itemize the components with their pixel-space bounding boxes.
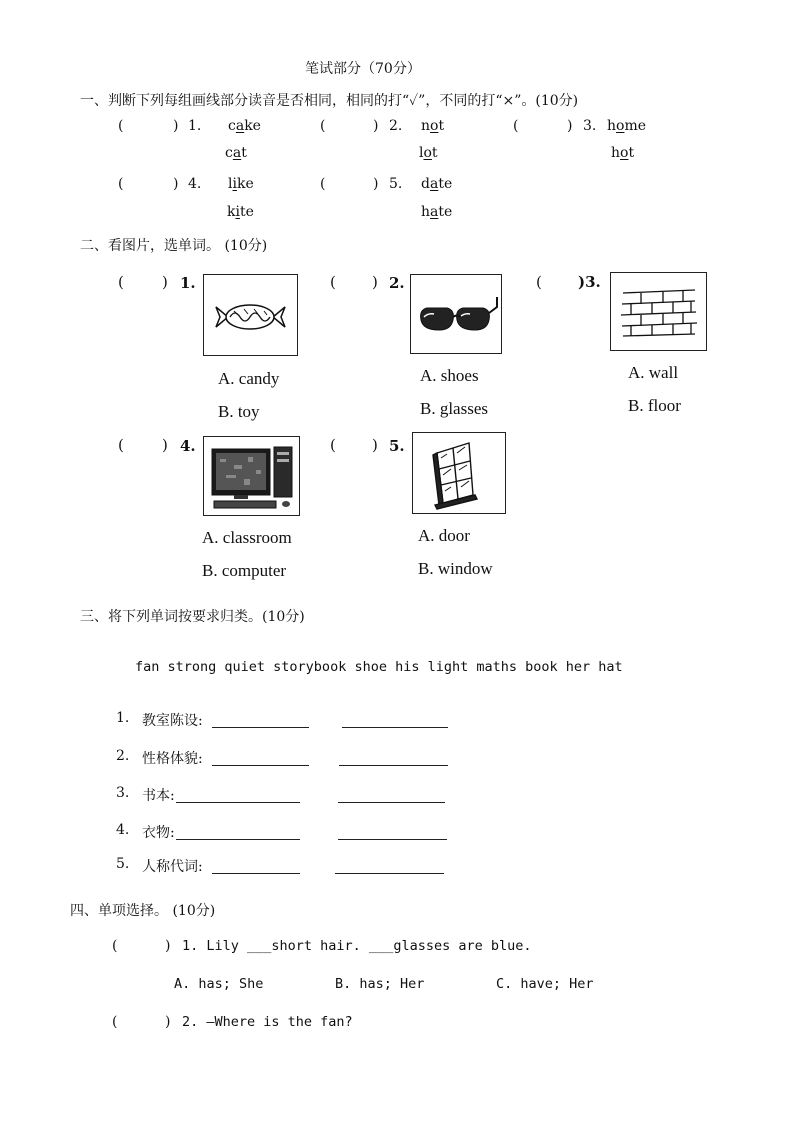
answer-blank[interactable]	[212, 727, 309, 728]
answer-blank[interactable]	[339, 765, 448, 766]
option-a: A. door	[418, 526, 470, 545]
word-lot: lot	[419, 145, 438, 161]
category-label: 人称代词:	[142, 859, 203, 875]
answer-paren-open: (	[320, 176, 326, 192]
word-hate: hate	[421, 204, 453, 220]
answer-paren-close: )	[373, 176, 379, 192]
item-number: 3.	[583, 118, 597, 134]
answer-paren-open: (	[118, 118, 124, 134]
window-picture	[412, 432, 506, 514]
answer-blank[interactable]	[212, 765, 309, 766]
item-number: 2.	[389, 118, 403, 134]
answer-paren-close: )	[373, 118, 379, 134]
choice-a: A. has; She	[174, 976, 264, 992]
option-a: A. wall	[628, 363, 679, 382]
section-2-heading: 二、看图片，选单词。 (10分)	[80, 238, 268, 254]
glasses-picture	[410, 274, 502, 354]
answer-paren-close: )	[162, 436, 168, 454]
item-number: 1.	[180, 274, 196, 292]
answer-paren-close: )	[372, 436, 378, 454]
option-b: B. toy	[218, 402, 260, 421]
answer-paren-close: )	[173, 176, 179, 192]
answer-paren-open: (	[118, 273, 124, 291]
category-label: 书本:	[142, 788, 175, 804]
answer-blank[interactable]	[342, 727, 448, 728]
answer-paren-close: )	[165, 938, 171, 954]
page-title: 笔试部分（70分）	[305, 61, 421, 77]
section-3-heading: 三、将下列单词按要求归类。(10分)	[80, 609, 305, 625]
option-a: A. classroom	[202, 528, 292, 547]
item-number: 5.	[389, 437, 405, 455]
answer-paren-close: )	[567, 118, 573, 134]
answer-blank[interactable]	[212, 873, 300, 874]
item-number: 1.	[188, 118, 202, 134]
answer-paren-open: (	[330, 273, 336, 291]
item-number: )3.	[578, 273, 601, 291]
answer-paren-open: (	[330, 436, 336, 454]
word-bank: fan strong quiet storybook shoe his light maths book her hat	[135, 659, 623, 675]
choice-c: C. have; Her	[496, 976, 594, 992]
word-date: date	[421, 176, 453, 192]
word-home: home	[607, 118, 647, 134]
word-hot: hot	[611, 145, 635, 161]
item-number: 4.	[116, 822, 130, 838]
word-like: like	[228, 176, 254, 192]
answer-paren-close: )	[165, 1014, 171, 1030]
answer-paren-open: (	[118, 436, 124, 454]
item-number: 3.	[116, 785, 130, 801]
item-number: 1.	[116, 710, 130, 726]
candy-picture	[203, 274, 298, 356]
item-number: 5.	[116, 856, 130, 872]
answer-paren-close: )	[162, 273, 168, 291]
answer-paren-open: (	[112, 938, 118, 954]
item-number: 2.	[389, 274, 405, 292]
answer-paren-open: (	[118, 176, 124, 192]
item-number: 2.	[116, 748, 130, 764]
section-1-heading: 一、判断下列每组画线部分读音是否相同，相同的打“✓”，不同的打“×”。(10分)	[80, 93, 579, 109]
word-cat: cat	[225, 145, 247, 161]
answer-blank[interactable]	[176, 839, 300, 840]
option-b: B. computer	[202, 561, 287, 580]
answer-paren-close: )	[372, 273, 378, 291]
category-label: 衣物:	[142, 825, 175, 841]
section-4-heading: 四、单项选择。 (10分)	[70, 903, 216, 919]
answer-blank[interactable]	[176, 802, 300, 803]
category-label: 性格体貌:	[142, 751, 203, 767]
wall-picture	[610, 272, 707, 351]
answer-blank[interactable]	[335, 873, 444, 874]
answer-blank[interactable]	[338, 839, 447, 840]
answer-paren-open: (	[536, 273, 542, 291]
answer-paren-open: (	[112, 1014, 118, 1030]
choice-b: B. has; Her	[335, 976, 425, 992]
option-b: B. floor	[628, 396, 681, 415]
item-number: 5.	[389, 176, 403, 192]
computer-picture	[203, 436, 300, 516]
answer-blank[interactable]	[338, 802, 445, 803]
word-kite: kite	[227, 204, 254, 220]
option-a: A. shoes	[420, 366, 479, 385]
answer-paren-open: (	[513, 118, 519, 134]
item-number: 4.	[180, 437, 196, 455]
question-stem: 1. Lily ___short hair. ___glasses are blue.	[182, 938, 532, 954]
answer-paren-close: )	[173, 118, 179, 134]
question-stem: 2. —Where is the fan?	[182, 1014, 353, 1030]
option-b: B. window	[418, 559, 493, 578]
category-label: 教室陈设:	[142, 713, 203, 729]
item-number: 4.	[188, 176, 202, 192]
option-b: B. glasses	[420, 399, 488, 418]
word-cake: cake	[228, 118, 261, 134]
word-not: not	[421, 118, 445, 134]
option-a: A. candy	[218, 369, 280, 388]
answer-paren-open: (	[320, 118, 326, 134]
